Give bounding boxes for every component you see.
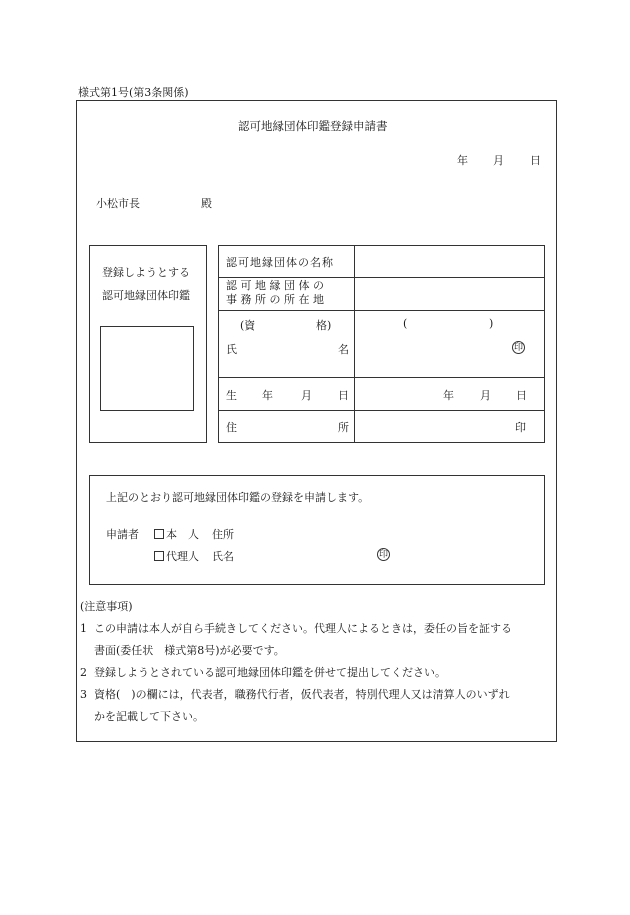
qualification-label-open: (資 <box>240 319 256 332</box>
table-column-divider <box>354 245 355 443</box>
org-name-label: 認可地縁団体の名称 <box>226 256 334 269</box>
name-label-second: 名 <box>338 343 349 356</box>
self-address-label: 住所 <box>212 528 234 541</box>
office-label-2: 事 務 所 の 所 在 地 <box>226 293 324 306</box>
note-item <box>80 662 552 684</box>
name-label-first: 氏 <box>226 343 237 356</box>
date-year: 年 <box>457 154 468 167</box>
note-text: かを記載して下さい。 <box>94 710 204 723</box>
application-statement: 上記のとおり認可地縁団体印鑑の登録を申請します。 <box>106 491 370 504</box>
note-text: 登録しようとされている認可地縁団体印鑑を併せて提出してください。 <box>94 666 446 679</box>
seal-impression-area[interactable] <box>100 326 194 411</box>
note-item <box>80 618 552 640</box>
org-name-field[interactable] <box>356 246 543 276</box>
agent-option-label: 代理人 <box>166 550 199 563</box>
notes-heading: (注意事項) <box>80 600 133 613</box>
office-location-field[interactable] <box>356 278 543 309</box>
qualification-paren-open: ( <box>403 317 408 330</box>
form-number: 様式第1号(第3条関係) <box>78 86 189 99</box>
birth-month-label: 月 <box>480 389 491 402</box>
agent-checkbox-icon[interactable] <box>154 551 164 561</box>
qualification-label-close: 格) <box>316 319 332 332</box>
agent-option[interactable] <box>154 548 199 564</box>
note-number: 1 <box>80 622 87 635</box>
birth-label-2: 年 <box>262 389 273 402</box>
birth-year-label: 年 <box>443 389 454 402</box>
address-seal-mark: 印 <box>515 421 526 434</box>
qualification-paren-close: ) <box>489 317 494 330</box>
date-month: 月 <box>493 154 504 167</box>
birth-date-field[interactable] <box>356 378 543 409</box>
office-label-1: 認 可 地 縁 団 体 の <box>226 279 324 292</box>
self-option[interactable] <box>154 526 199 542</box>
address-label-1: 住 <box>226 421 237 434</box>
note-text: 資格( )の欄には，代表者，職務代行者，仮代表者，特別代理人又は清算人のいずれ <box>94 688 510 701</box>
note-number: 3 <box>80 688 87 701</box>
address-label-2: 所 <box>338 421 349 434</box>
note-item <box>80 684 552 706</box>
agent-name-label: 氏名 <box>212 550 234 563</box>
addressee-honorific: 殿 <box>201 197 212 210</box>
birth-day-label: 日 <box>516 389 527 402</box>
seal-circle-icon: 印 <box>513 343 523 353</box>
note-number: 2 <box>80 666 87 679</box>
seal-box-label-1: 登録しようとする <box>102 266 190 279</box>
self-option-label: 本 人 <box>166 528 199 541</box>
birth-label-3: 月 <box>301 389 312 402</box>
note-text: この申請は本人が自ら手続きしてください。代理人によるときは，委任の旨を証する <box>94 622 512 635</box>
applicant-label: 申請者 <box>106 528 139 541</box>
note-continuation <box>94 640 566 662</box>
birth-label-4: 日 <box>338 389 349 402</box>
date-day: 日 <box>530 154 541 167</box>
note-continuation <box>94 706 566 728</box>
addressee-name: 小松市長 <box>96 197 140 210</box>
note-text: 書面(委任状 様式第8号)が必要です。 <box>94 644 285 657</box>
applicant-seal-icon: 印 <box>378 550 388 560</box>
seal-box-label-2: 認可地縁団体印鑑 <box>102 289 190 302</box>
self-checkbox-icon[interactable] <box>154 529 164 539</box>
form-title: 認可地縁団体印鑑登録申請書 <box>238 119 388 133</box>
birth-label-1: 生 <box>226 389 237 402</box>
